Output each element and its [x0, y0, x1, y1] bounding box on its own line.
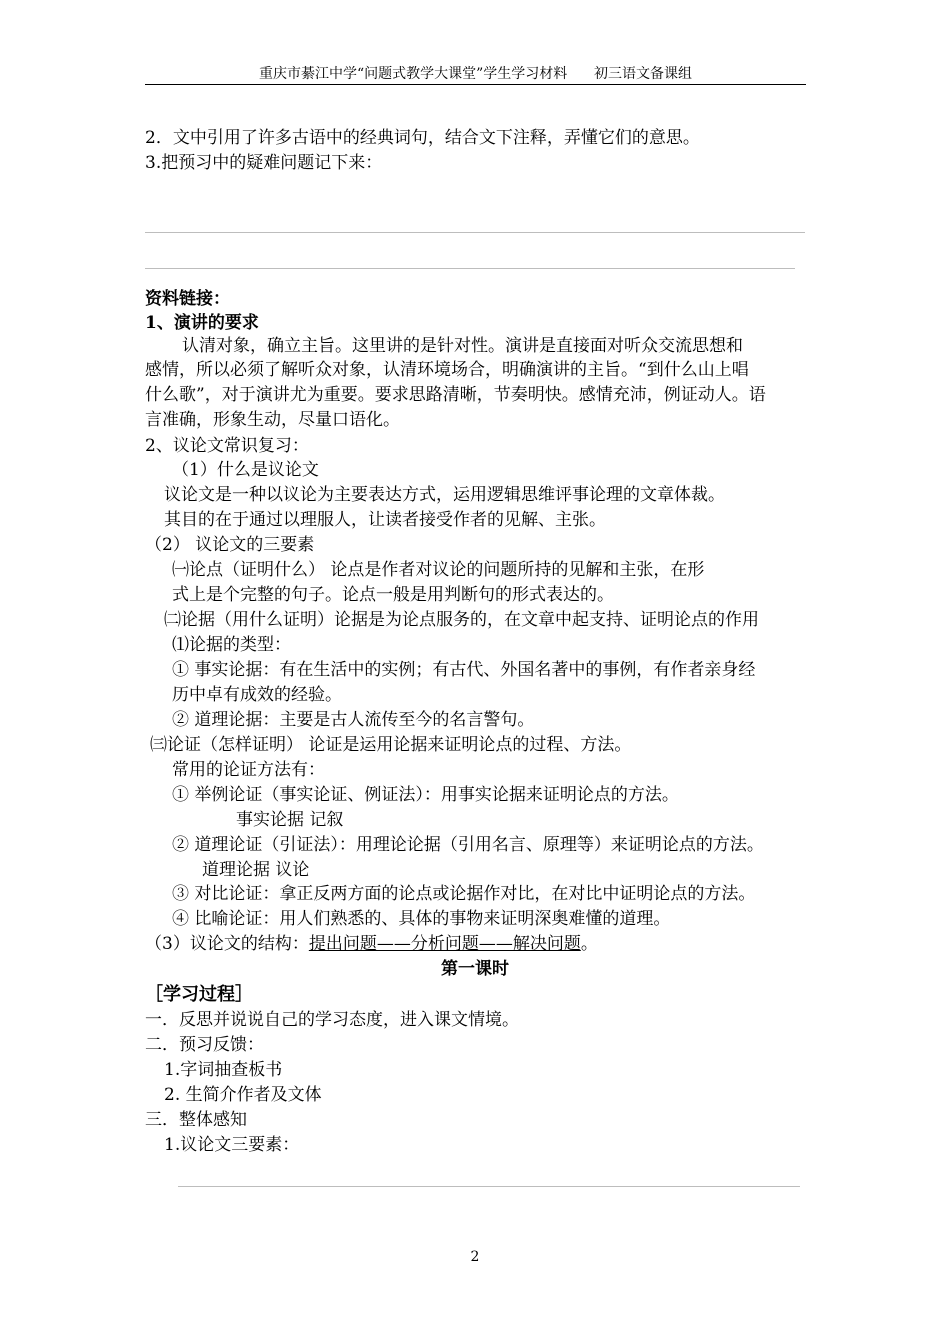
method-4: ④ 比喻论证：用人们熟悉的、具体的事物来证明深奥难懂的道理。 [172, 909, 671, 929]
section-1-paragraph-line: 认清对象，确立主旨。这里讲的是针对性。演讲是直接面对听众交流思想和 [182, 336, 743, 356]
element-evidence-line: ㈡论据（用什么证明）论据是为论点服务的，在文章中起支持、证明论点的作用 [164, 610, 759, 630]
step-2-item-2: 2. 生简介作者及文体 [164, 1085, 322, 1105]
fact-evidence-line: 历中卓有成效的经验。 [172, 685, 342, 705]
section-1-title: 1、演讲的要求 [145, 313, 259, 333]
answer-line [145, 268, 795, 269]
element-argument-line: ㈠论点（证明什么） 论点是作者对议论的问题所持的见解和主张，在形 [172, 560, 705, 580]
methods-intro: 常用的论证方法有： [172, 760, 325, 780]
subsection-3-line [145, 932, 598, 956]
subsection-2-title: （2） 议论文的三要素 [145, 535, 315, 555]
method-3: ③ 对比论证：拿正反两方面的论点或论据作对比，在对比中证明论点的方法。 [172, 884, 756, 904]
element-argument-line: 式上是个完整的句子。论点一般是用判断句的形式表达的。 [172, 585, 614, 605]
fact-evidence-line: ① 事实论据：有在生活中的实例；有古代、外国名著中的事例，有作者亲身经 [172, 660, 756, 680]
method-2-sub: 道理论据 议论 [202, 860, 310, 880]
header-rule [145, 84, 806, 85]
step-1: 一．反思并说说自己的学习态度，进入课文情境。 [145, 1010, 519, 1030]
page-number: 2 [470, 1249, 480, 1265]
text-line: 其目的在于通过以理服人，让读者接受作者的见解、主张。 [164, 510, 606, 530]
resources-heading: 资料链接： [145, 289, 230, 309]
section-1-paragraph-line: 什么歌”，对于演讲尤为重要。要求思路清晰，节奏明快。感情充沛，例证动人。语 [145, 385, 766, 405]
step-3-item-1: 1.议论文三要素： [164, 1135, 300, 1155]
evidence-types: ⑴论据的类型： [172, 635, 291, 655]
page-header: 重庆市綦江中学“问题式教学大课堂”学生学习材料 初三语文备课组 [258, 66, 692, 82]
method-1-sub: 事实论据 记叙 [236, 810, 344, 830]
process-heading: ［学习过程］ [145, 984, 253, 1005]
subsection-1-title: （1）什么是议论文 [172, 460, 319, 480]
step-2-item-1: 1.字词抽查板书 [164, 1060, 283, 1080]
reason-evidence-line: ② 道理论据：主要是古人流传至今的名言警句。 [172, 710, 535, 730]
structure-label: （3）议论文的结构： [145, 934, 309, 954]
section-2-title: 2、议论文常识复习： [145, 436, 309, 456]
structure-suffix: 。 [580, 934, 598, 954]
section-1-paragraph-line: 感情，所以必须了解听众对象，认清环境场合，明确演讲的主旨。“到什么山上唱 [145, 360, 749, 380]
method-1: ① 举例论证（事实论证、例证法）：用事实论据来证明论点的方法。 [172, 785, 679, 805]
structure-value: 提出问题——分析问题——解决问题 [308, 934, 581, 954]
step-2: 二．预习反馈： [145, 1035, 264, 1055]
lesson-title: 第一课时 [441, 959, 509, 979]
preview-item-3: 3.把预习中的疑难问题记下来： [145, 153, 383, 173]
answer-line [178, 1186, 800, 1187]
method-2: ② 道理论证（引证法）：用理论论据（引用名言、原理等）来证明论点的方法。 [172, 835, 764, 855]
preview-item-2: 2．文中引用了许多古语中的经典词句，结合文下注释，弄懂它们的意思。 [145, 128, 700, 148]
section-1-paragraph-line: 言准确，形象生动，尽量口语化。 [145, 410, 400, 430]
text-line: 议论文是一种以议论为主要表达方式，运用逻辑思维评事论理的文章体裁。 [164, 485, 725, 505]
step-3: 三．整体感知 [145, 1110, 247, 1130]
element-reasoning-line: ㈢论证（怎样证明） 论证是运用论据来证明论点的过程、方法。 [150, 735, 632, 755]
answer-line [145, 232, 805, 233]
